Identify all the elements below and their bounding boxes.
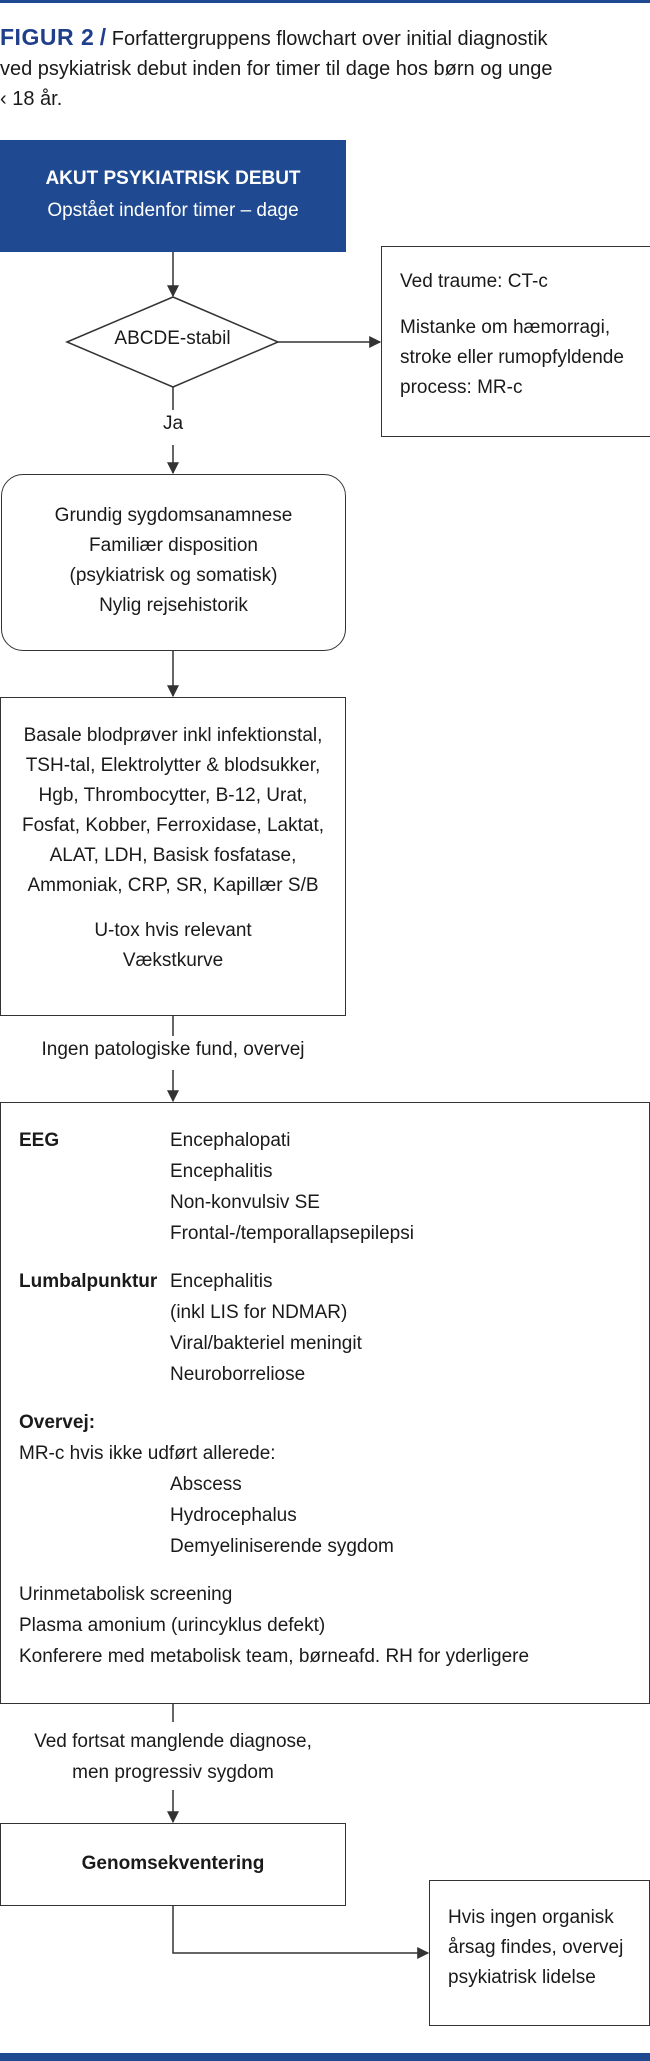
edge-label-no-findings: [0, 1039, 346, 1061]
header-title: AKUT PSYKIATRISK DEBUT: [45, 168, 301, 189]
blood-line: Basale blodprøver inkl infektionstal,: [23, 725, 323, 746]
edge-label-progressive-line-1: Ved fortsat manglende diagnose,: [30, 1731, 316, 1752]
blood-tests-box: [0, 697, 346, 1016]
blood-line: TSH-tal, Elektrolytter & blodsukker,: [25, 755, 321, 776]
header-subtitle: Opstået indenfor timer – dage: [47, 200, 299, 221]
history-line: Nylig rejsehistorik: [99, 595, 248, 616]
bottom-rule: [0, 2053, 650, 2061]
final-line: Urinmetabolisk screening: [19, 1584, 233, 1605]
mr-line: MR-c hvis ikke udført allerede:: [19, 1443, 276, 1464]
lumbar-label: Lumbalpunktur: [19, 1271, 158, 1292]
figure-label: FIGUR 2: [0, 24, 95, 50]
side-line-3: stroke eller rumopfyldende: [400, 347, 624, 368]
history-line: (psykiatrisk og somatisk): [69, 565, 278, 586]
blood-line: Hgb, Thrombocytter, B-12, Urat,: [38, 785, 308, 806]
lumbar-item: (inkl LIS for NDMAR): [170, 1302, 348, 1323]
lumbar-item: Encephalitis: [170, 1271, 273, 1292]
caption-line-3: ‹ 18 år.: [0, 88, 63, 110]
lumbar-item: Neuroborreliose: [170, 1364, 306, 1385]
history-line: Grundig sygdomsanamnese: [54, 505, 293, 526]
eeg-item: Encephalopati: [170, 1130, 291, 1151]
history-line: Familiær disposition: [89, 535, 258, 556]
workup-box: [0, 1102, 650, 1704]
edge-label-progressive: [0, 1726, 346, 1788]
final-box-line: Hvis ingen organisk: [448, 1907, 614, 1928]
consider-label: Overvej:: [19, 1412, 96, 1433]
final-line: Konferere med metabolisk team, børneafd. RH for yderligere: [19, 1646, 530, 1667]
mr-item: Hydrocephalus: [170, 1505, 297, 1526]
final-box-line: årsag findes, overvej: [448, 1937, 624, 1958]
eeg-item: Frontal-/temporallapsepilepsi: [170, 1223, 414, 1244]
eeg-item: Non-konvulsiv SE: [170, 1192, 320, 1213]
blood-line: Fosfat, Kobber, Ferroxidase, Laktat,: [21, 815, 325, 836]
eeg-label: EEG: [19, 1130, 60, 1151]
caption-line-1: Forfattergruppens flowchart over initial diagnostik: [111, 28, 548, 50]
final-box-line: psykiatrisk lidelse: [448, 1967, 596, 1988]
psychiatric-box: [429, 1880, 650, 2026]
arrow-genome-to-final: [173, 1906, 428, 1953]
decision-label: ABCDE-stabil: [114, 328, 231, 349]
imaging-box: [381, 246, 650, 437]
blood-line: ALAT, LDH, Basisk fosfatase,: [49, 845, 297, 866]
blood-extra-line: U-tox hvis relevant: [94, 920, 252, 941]
side-line-4: process: MR-c: [400, 377, 523, 398]
blood-extra-line: Vækstkurve: [122, 950, 224, 971]
figure-separator: /: [99, 24, 107, 50]
side-line-2: Mistanke om hæmorragi,: [400, 317, 611, 338]
genome-label: Genomsekventering: [81, 1853, 265, 1874]
caption-line-2: ved psykiatrisk debut inden for timer til dage hos børn og unge: [0, 58, 553, 80]
mr-item: Abscess: [170, 1474, 242, 1495]
edge-label-no-findings-text: Ingen patologiske fund, overvej: [37, 1039, 308, 1060]
history-box: [1, 474, 346, 651]
eeg-item: Encephalitis: [170, 1161, 273, 1182]
final-line: Plasma amonium (urincyklus defekt): [19, 1615, 326, 1636]
lumbar-item: Viral/bakteriel meningit: [170, 1333, 362, 1354]
side-line-1: Ved traume: CT-c: [400, 271, 548, 292]
mr-item: Demyeliniserende sygdom: [170, 1536, 394, 1557]
yes-label: Ja: [153, 413, 193, 435]
blood-line: Ammoniak, CRP, SR, Kapillær S/B: [27, 875, 319, 896]
edge-label-progressive-line-2: men progressiv sygdom: [68, 1762, 278, 1783]
genome-box: [0, 1823, 346, 1906]
header-box: [0, 140, 346, 252]
